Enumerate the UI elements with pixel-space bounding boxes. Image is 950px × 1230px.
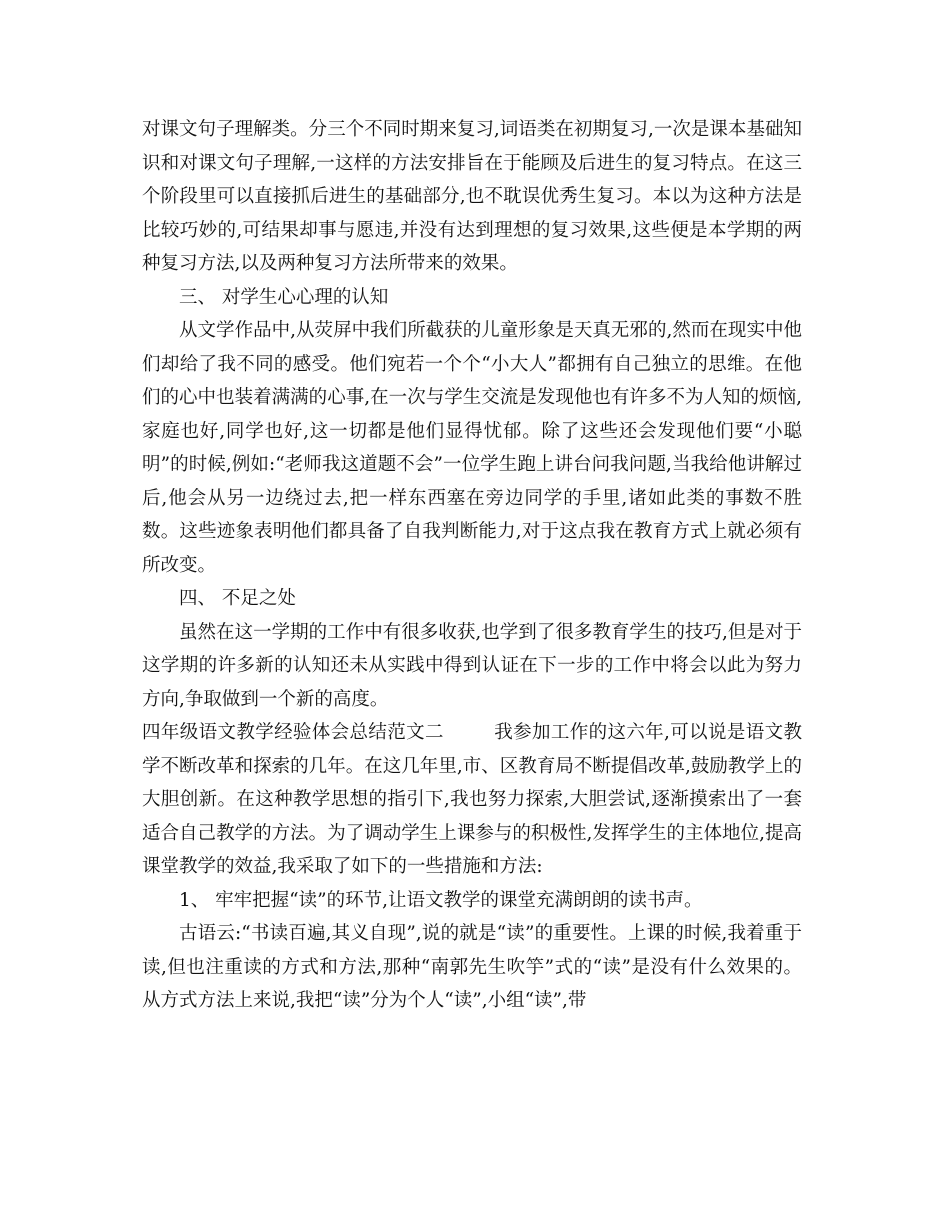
heading-shortcomings: 四、 不足之处 — [179, 588, 296, 609]
paragraph-review-methods: 对课文句子理解类。分三个不同时期来复习,词语类在初期复习,一次是课本基础知识和对课文句子理解,一这样的方法安排旨在于能顾及后进生的复习特点。在这三个阶段里可以直接抓后进生的基础部分,也不耽误优秀生复习。本以为这种方法是比较巧妙的,可结果却事与愿违,并没有达到理想的复习效果,这些便是本学期的两种复习方法,以及两种复习方法所带来的效果。 — [142, 119, 802, 274]
section-two-intro: 我参加工作的这六年,可以说是语文教学不断改革和探索的几年。在这几年里,市、区教育局不断提倡改革,鼓励教学上的大胆创新。在这种教学思想的指引下,我也努力探索,大胆尝试,逐渐摸索出了一套适合自己教学的方法。为了调动学生上课参与的积极性,发挥学生的主体地位,提高课堂教学的效益,我采取了如下的一些措施和方法: — [142, 722, 802, 877]
paragraph-section-two-start — [142, 716, 802, 884]
heading-student-psychology: 三、 对学生心心理的认知 — [179, 286, 389, 308]
paragraph-student-psychology: 从文学作品中,从荧屏中我们所截获的儿童形象是天真无邪的,然而在现实中他们却给了我不同的感受。他们宛若一个个“小大人”都拥有自己独立的思维。在他们的心中也装着满满的心事,在一次与学生交流是发现他也有许多不为人知的烦恼,家庭也好,同学也好,这一切都是他们显得忧郁。除了这些还会发现他们要“小聪明”的时候,例如:“老师我这道题不会”一位学生跑上讲台问我问题,当我给他讲解过后,他会从另一边绕过去,把一样东西塞在旁边同学的手里,诸如此类的事数不胜数。这些迹象表明他们都具备了自我判断能力,对于这点我在教育方式上就必须有所改变。 — [142, 320, 802, 576]
section-two-title: 四年级语文教学经验体会总结范文二 — [142, 722, 444, 743]
paragraph-reading-importance: 古语云:“书读百遍,其义自现”,说的就是“读”的重要性。上课的时候,我着重于读,但也注重读的方式和方法,那种“南郭先生吹竽”式的“读”是没有什么效果的。从方式方法上来说,我把“读”分为个人“读”,小组“读”,带 — [142, 923, 802, 1011]
heading-reading-step: 1、 牢牢把握“读”的环节,让语文教学的课堂充满朗朗的读书声。 — [179, 889, 703, 911]
document-body — [142, 113, 802, 1018]
paragraph-shortcomings: 虽然在这一学期的工作中有很多收获,也学到了很多教育学生的技巧,但是对于这学期的许多新的认知还未从实践中得到认证在下一步的工作中将会以此为努力方向,争取做到一个新的高度。 — [142, 621, 802, 710]
